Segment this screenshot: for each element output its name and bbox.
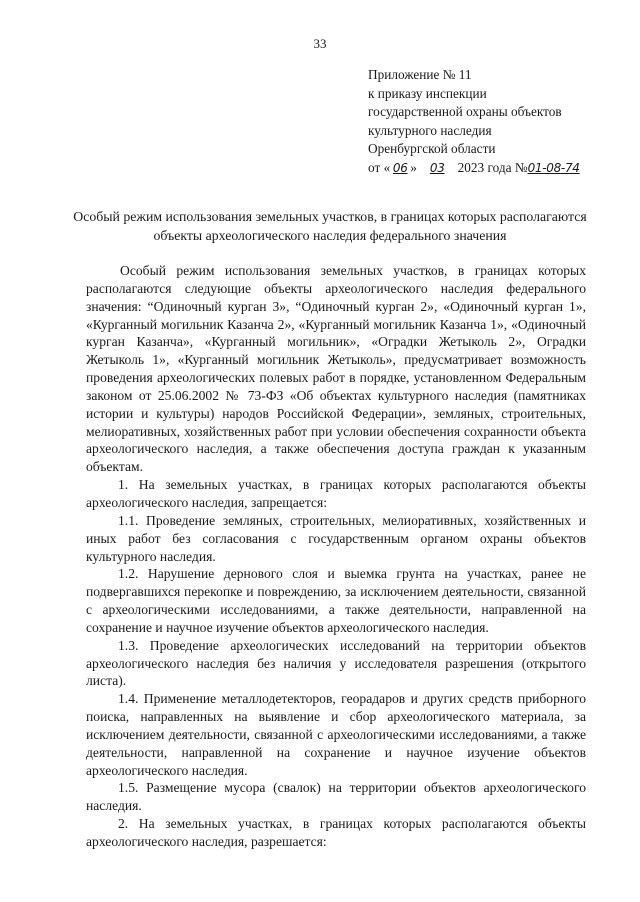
appendix-line: Оренбургской области (368, 141, 496, 157)
handwritten-month: 03 (429, 160, 445, 175)
date-prefix: от « (368, 159, 391, 175)
handwritten-day: 06 (392, 160, 408, 175)
appendix-line: государственной охраны объектов (368, 104, 562, 120)
date-year: 2023 года № (454, 159, 528, 175)
appendix-header (368, 66, 628, 178)
paragraph-1-1: 1.1. Проведение земляных, строительных, мелиоративных, хозяйственных и иных работ без согласования с государственным органом охраны объектов культурного наследия. (86, 512, 586, 564)
appendix-line: культурного наследия (368, 122, 492, 138)
appendix-line: Приложение № 11 (368, 67, 472, 82)
document-body (86, 262, 586, 851)
appendix-line: к приказу инспекции (368, 85, 487, 101)
paragraph-intro: Особый режим использования земельных участков, в границах которых располагаются следующие объекты археологического наследия федерального значения: “Одиночный курган 3», “Одиночный курган 2», «Одиночный курган 1», «Курганный могильник Казанча 2», «Курганный могильник Казанча 1», «Одиночный курган Казанча», «Курганный могильник», «Оградки Жетыколь 2», Оградки Жетыколь 1», «Курганный могильник Жетыколь», предусматривает возможность проведения археологических полевых работ в порядке, установленном Федеральным законом от 25.06.2002 № 73-ФЗ «Об объектах культурного наследия (памятниках истории и культуры) народов Российской Федерации», земляных, строительных, мелиоративных, хозяйственных работ при условии обеспечения сохранности объекта археологического наследия, а также обеспечения доступа граждан к указанным объектам. (86, 263, 586, 475)
date-mid: » (410, 159, 421, 175)
paragraph-1: 1. На земельных участках, в границах которых располагаются объекты археологического наследия, запрещается: (86, 477, 586, 510)
paragraph-1-2: 1.2. Нарушение дернового слоя и выемка грунта на участках, ранее не подвергавшихся перекопке и повреждению, за исключением деятельности, связанной с археологическими исследованиями, а также деятельности, направленной на сохранение и научное изучение объектов археологического наследия. (86, 566, 586, 635)
document-title: Особый режим использования земельных участков, в границах которых располагаются объекты археологического наследия федерального значения (73, 209, 587, 243)
paragraph-1-4: 1.4. Применение металлодетекторов, георадаров и других средств приборного поиска, направленных на выявление и сбор археологического материала, за исключением деятельности, связанной с археологическими исследованиями, а также деятельности, направленной на сохранение и научное изучение объектов археологического наследия. (86, 691, 586, 778)
page-number: 33 (313, 36, 327, 51)
paragraph-1-5: 1.5. Размещение мусора (свалок) на территории объектов археологического наследия. (86, 780, 586, 814)
paragraph-2: 2. На земельных участках, в границах которых располагаются объекты археологического наследия, разрешается: (86, 816, 586, 849)
order-date-line (368, 159, 628, 178)
paragraph-1-3: 1.3. Проведение археологических исследований на территории объектов археологического наследия без наличия у исследователя разрешения (открытого листа). (86, 637, 586, 689)
handwritten-order-number: 01-08-74 (527, 160, 580, 175)
